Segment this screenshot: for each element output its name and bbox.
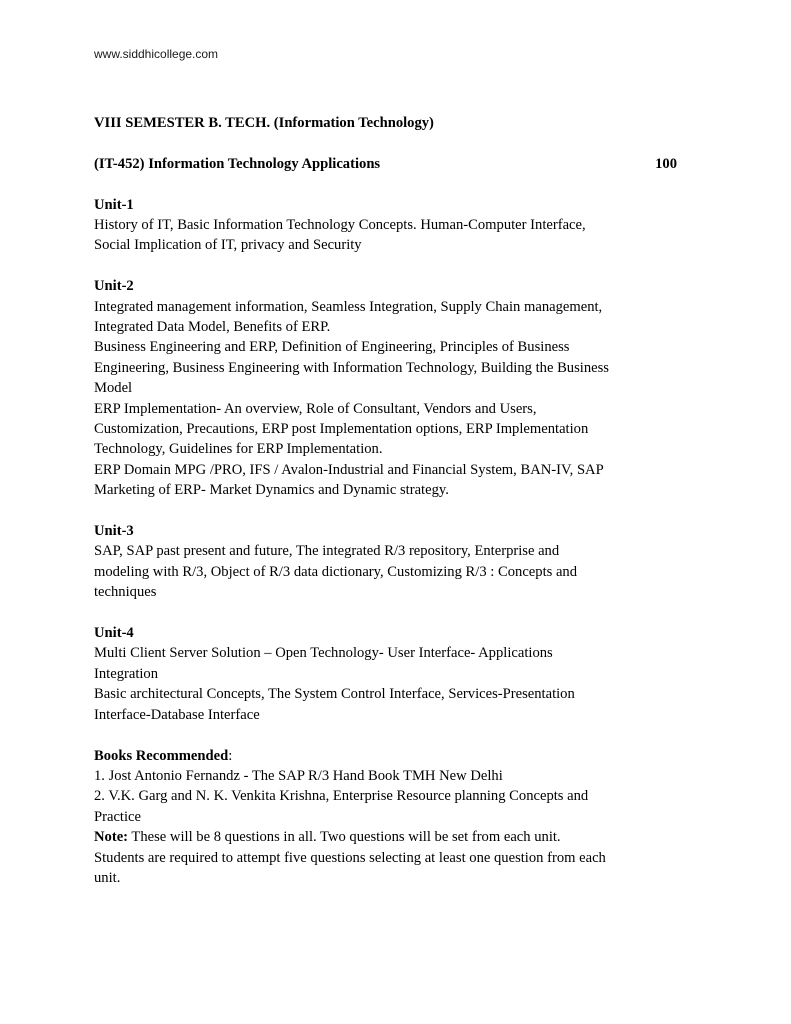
- unit-line: Engineering, Business Engineering with Information Technology, Building the Business: [94, 359, 609, 376]
- unit-line: Integration: [94, 665, 159, 682]
- unit-line: Marketing of ERP- Market Dynamics and Dynamic strategy.: [94, 482, 449, 499]
- books-heading: Books Recommended: [94, 747, 229, 764]
- course-marks: 100: [655, 155, 677, 172]
- syllabus-content: [94, 113, 704, 888]
- unit-line: SAP, SAP past present and future, The integrated R/3 repository, Enterprise and: [94, 543, 560, 560]
- unit-line: Integrated management information, Seamless Integration, Supply Chain management,: [94, 298, 603, 315]
- unit-line: Customization, Precautions, ERP post Implementation options, ERP Implementation: [94, 421, 589, 438]
- unit-line: Technology, Guidelines for ERP Implementation.: [94, 441, 383, 458]
- unit-heading: Unit-3: [94, 523, 134, 540]
- books-colon: :: [228, 747, 233, 764]
- note-line: [94, 827, 704, 847]
- unit-line: ERP Domain MPG /PRO, IFS / Avalon-Industrial and Financial System, BAN-IV, SAP: [94, 461, 604, 478]
- book-line: 1. Jost Antonio Fernandz - The SAP R/3 Hand Book TMH New Delhi: [94, 767, 503, 784]
- unit-heading: Unit-2: [94, 278, 134, 295]
- unit-line: Multi Client Server Solution – Open Technology- User Interface- Applications: [94, 645, 553, 662]
- unit-line: Business Engineering and ERP, Definition of Engineering, Principles of Business: [94, 339, 570, 356]
- unit-line: Model: [94, 380, 133, 397]
- unit-line: techniques: [94, 584, 157, 601]
- unit-line: Basic architectural Concepts, The System Control Interface, Services-Presentation: [94, 686, 575, 703]
- note-text: These will be 8 questions in all. Two questions will be set from each unit.: [128, 829, 561, 846]
- unit-heading: Unit-4: [94, 625, 134, 642]
- unit-line: History of IT, Basic Information Technology Concepts. Human-Computer Interface,: [94, 217, 586, 233]
- semester-title: VIII SEMESTER B. TECH. (Information Technology): [94, 115, 434, 131]
- note-line: unit.: [94, 869, 121, 886]
- course-row: [94, 154, 677, 174]
- course-name: (IT-452) Information Technology Applications: [94, 155, 381, 172]
- unit-line: Social Implication of IT, privacy and Security: [94, 237, 362, 254]
- unit-heading: Unit-1: [94, 196, 134, 213]
- unit-line: Interface-Database Interface: [94, 706, 260, 723]
- note-line: Students are required to attempt five questions selecting at least one question from each: [94, 849, 606, 866]
- unit-line: ERP Implementation- An overview, Role of Consultant, Vendors and Users,: [94, 400, 537, 417]
- unit-line: Integrated Data Model, Benefits of ERP.: [94, 319, 331, 336]
- header-url: www.siddhicollege.com: [94, 47, 219, 61]
- book-line: Practice: [94, 808, 141, 825]
- unit-line: modeling with R/3, Object of R/3 data dictionary, Customizing R/3 : Concepts and: [94, 563, 578, 580]
- books-heading-line: [94, 746, 704, 766]
- book-line: 2. V.K. Garg and N. K. Venkita Krishna, Enterprise Resource planning Concepts and: [94, 788, 589, 805]
- note-label: Note:: [94, 829, 129, 846]
